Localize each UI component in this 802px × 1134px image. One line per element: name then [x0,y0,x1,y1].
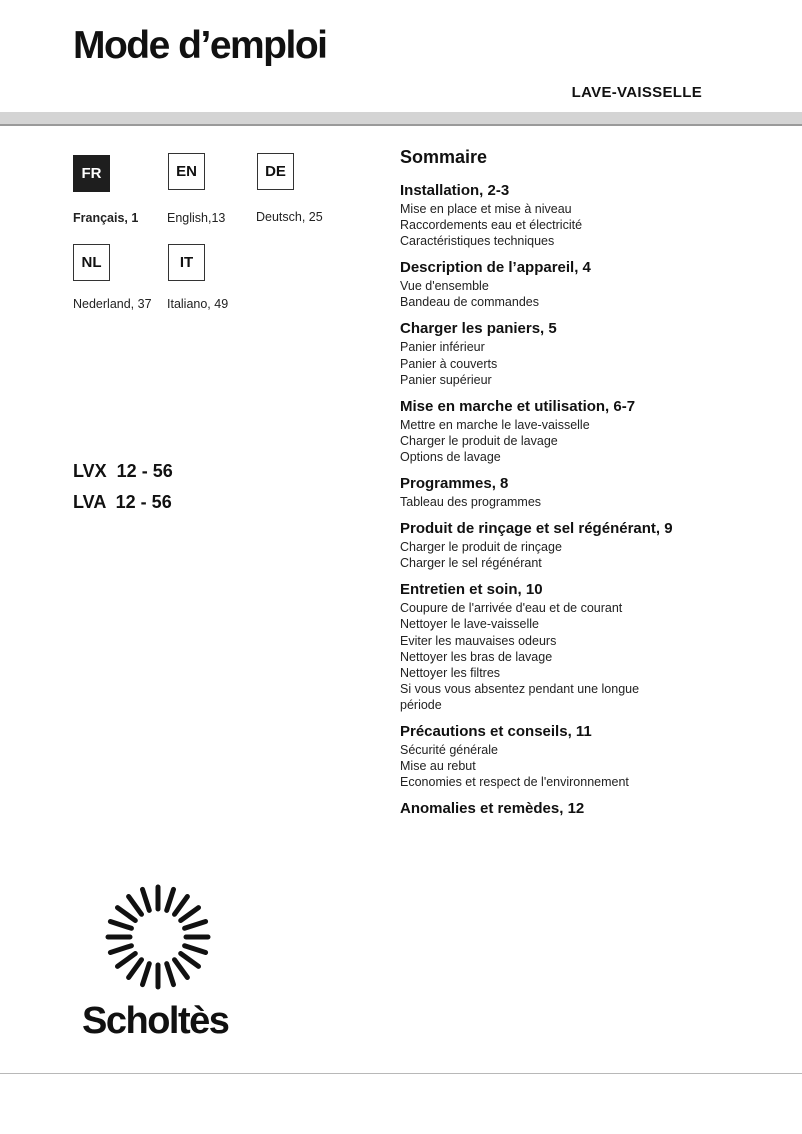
toc-item: Charger le sel régénérant [400,556,542,571]
logo-ray [143,889,150,910]
toc-title: Sommaire [400,147,488,167]
toc-item: Tableau des programmes [400,495,542,510]
logo-ray [185,922,206,929]
toc-item: Eviter les mauvaises odeurs [400,633,557,648]
logo-ray [110,946,131,953]
logo-ray [118,954,136,967]
brand-logo-text: Scholtès [82,1000,229,1042]
toc-heading[interactable]: Programmes, 8 [400,475,509,493]
toc-heading[interactable]: Charger les paniers, 5 [400,320,557,338]
logo-ray [129,960,142,978]
lang-box-en[interactable]: EN [168,153,205,190]
toc-item: Charger le produit de lavage [400,433,558,448]
toc-section [400,722,780,790]
lang-label-nl: Nederland, 37 [73,297,152,311]
toc-item: Options de lavage [400,449,501,464]
toc-item: Economies et respect de l'environnement [400,775,629,790]
toc-item: Panier inférieur [400,340,485,355]
toc-heading[interactable]: Précautions et conseils, 11 [400,722,592,740]
toc-item: Bandeau de commandes [400,295,539,310]
toc-item: Sécurité générale [400,742,498,757]
table-of-contents [400,147,780,828]
toc-item: Si vous vous absentez pendant une longue [400,681,640,696]
logo-ray [167,964,174,985]
toc-section [400,181,780,249]
lang-box-it[interactable]: IT [168,244,205,281]
toc-item: Vue d'ensemble [400,279,489,294]
lang-label-fr: Français, 1 [73,211,139,225]
toc-item: Mettre en marche le lave-vaisselle [400,417,590,432]
toc-section [400,580,780,713]
toc-sections [400,181,780,819]
lang-label-en: English,13 [167,211,226,225]
toc-section [400,474,780,510]
toc-item: Coupure de l'arrivée d'eau et de courant [400,601,623,616]
model-lva: LVA 12 - 56 [73,492,172,512]
toc-heading[interactable]: Description de l’appareil, 4 [400,259,591,277]
toc-item: Panier à couverts [400,356,498,371]
logo-ray [118,908,136,921]
toc-heading[interactable]: Installation, 2-3 [400,182,510,199]
toc-heading[interactable]: Anomalies et remèdes, 12 [400,800,585,818]
toc-item: Mise au rebut [400,759,476,774]
toc-item: Mise en place et mise à niveau [400,202,572,216]
toc-item: période [400,697,442,712]
logo-ray [143,964,150,985]
toc-section [400,519,780,571]
toc-section [400,799,780,819]
model-lvx: LVX 12 - 56 [73,461,173,481]
logo-ray [110,922,131,929]
logo-ray [175,960,188,978]
toc-item: Nettoyer les bras de lavage [400,649,553,664]
logo-ray [181,954,199,967]
toc-section [400,319,780,387]
toc-item: Charger le produit de rinçage [400,540,562,555]
product-type: LAVE-VAISSELLE [571,84,702,101]
toc-item: Raccordements eau et électricité [400,218,583,233]
logo-ray [129,897,142,915]
lang-label-de: Deutsch, 25 [256,210,323,224]
toc-item: Panier supérieur [400,372,492,387]
logo-ray [181,908,199,921]
toc-section [400,397,780,465]
toc-heading[interactable]: Produit de rinçage et sel régénérant, 9 [400,520,673,538]
lang-label-it: Italiano, 49 [167,297,229,311]
toc-heading[interactable]: Entretien et soin, 10 [400,581,543,599]
logo-ray [167,889,174,910]
toc-section [400,258,780,310]
toc-heading[interactable]: Mise en marche et utilisation, 6-7 [400,397,636,415]
toc-item: Caractéristiques techniques [400,234,555,249]
page-title: Mode d’emploi [73,24,327,67]
bottom-rule [0,1073,802,1074]
lang-box-de[interactable]: DE [257,153,294,190]
header-band [0,112,802,126]
toc-item: Nettoyer les filtres [400,665,501,680]
logo-ray [175,897,188,915]
logo-ray [185,946,206,953]
lang-box-nl[interactable]: NL [73,244,110,281]
toc-item: Nettoyer le lave-vaisselle [400,617,539,632]
lang-box-fr[interactable]: FR [73,155,110,192]
